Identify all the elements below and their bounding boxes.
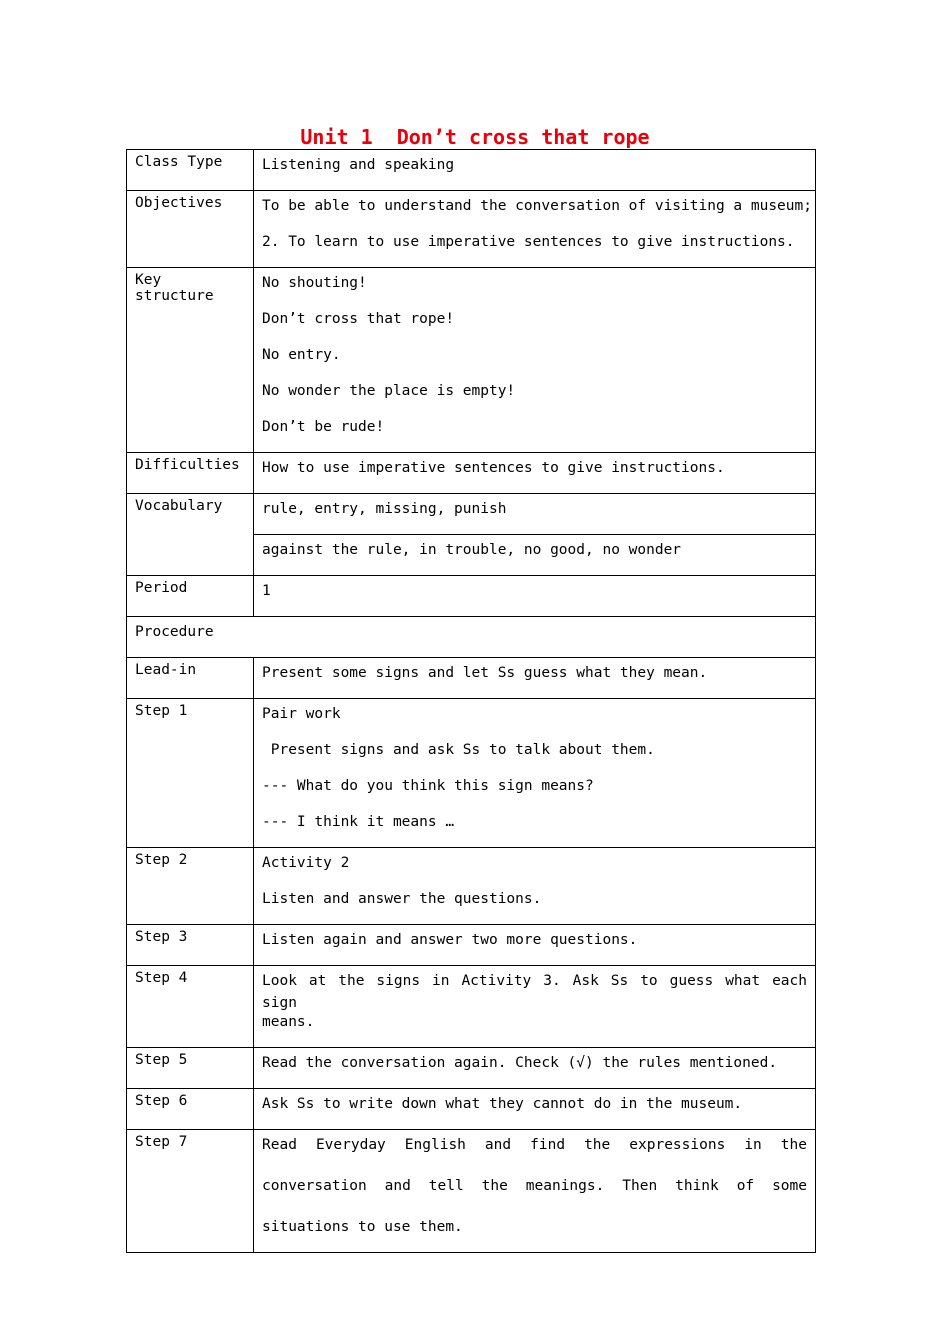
row-period <box>127 576 816 617</box>
step-7-label: Step 7 <box>127 1130 254 1253</box>
class-type-line: Listening and speaking <box>262 157 455 173</box>
step-4-value <box>254 966 816 1048</box>
row-procedure <box>127 617 816 658</box>
difficulties-line: How to use imperative sentences to give instructions. <box>262 460 725 476</box>
row-step-1 <box>127 699 816 848</box>
step-1-line: Present signs and ask Ss to talk about them. <box>262 742 655 758</box>
row-objectives <box>127 191 816 268</box>
row-step-2 <box>127 848 816 925</box>
period-value <box>254 576 816 617</box>
difficulties-label: Difficulties <box>127 453 254 494</box>
row-lead-in <box>127 658 816 699</box>
procedure-heading <box>127 617 816 658</box>
vocabulary-label: Vocabulary <box>127 494 254 576</box>
step-7-line: conversation and tell the meanings. Then think of some <box>262 1178 807 1194</box>
lead-in-line: Present some signs and let Ss guess what they mean. <box>262 665 708 681</box>
step-4-line: Look at the signs in Activity 3. Ask Ss to guess what each sign <box>262 973 807 1011</box>
key-structure-label: Key structure <box>127 268 254 453</box>
objectives-label: Objectives <box>127 191 254 268</box>
row-step-7 <box>127 1130 816 1253</box>
difficulties-value <box>254 453 816 494</box>
step-2-label: Step 2 <box>127 848 254 925</box>
vocabulary-phrases <box>254 535 816 576</box>
period-line: 1 <box>262 583 271 599</box>
step-2-line: Listen and answer the questions. <box>262 891 542 907</box>
key-structure-line: Don’t cross that rope! <box>262 311 455 327</box>
key-structure-line: No shouting! <box>262 275 367 291</box>
step-5-line: Read the conversation again. Check (√) the rules mentioned. <box>262 1055 778 1071</box>
row-key-structure <box>127 268 816 453</box>
vocabulary-line: against the rule, in trouble, no good, no wonder <box>262 542 682 558</box>
step-3-value <box>254 925 816 966</box>
period-label: Period <box>127 576 254 617</box>
step-4-label: Step 4 <box>127 966 254 1048</box>
objective-line: 2. To learn to use imperative sentences to give instructions. <box>262 234 795 250</box>
step-7-value <box>254 1130 816 1253</box>
step-2-line: Activity 2 <box>262 855 350 871</box>
row-class-type <box>127 150 816 191</box>
step-6-label: Step 6 <box>127 1089 254 1130</box>
row-vocabulary-1 <box>127 494 816 535</box>
step-5-label: Step 5 <box>127 1048 254 1089</box>
step-5-value <box>254 1048 816 1089</box>
row-difficulties <box>127 453 816 494</box>
vocabulary-words <box>254 494 816 535</box>
step-3-label: Step 3 <box>127 925 254 966</box>
step-6-line: Ask Ss to write down what they cannot do in the museum. <box>262 1096 743 1112</box>
step-1-value <box>254 699 816 848</box>
key-structure-line: No entry. <box>262 347 341 363</box>
step-7-line: situations to use them. <box>262 1219 463 1235</box>
key-structure-line: Don’t be rude! <box>262 419 385 435</box>
row-step-3 <box>127 925 816 966</box>
step-6-value <box>254 1089 816 1130</box>
document-title: Unit 1 Don’t cross that rope <box>300 125 650 149</box>
step-7-line: Read Everyday English and find the expressions in the <box>262 1137 807 1153</box>
step-1-line: --- What do you think this sign means? <box>262 778 594 794</box>
lesson-plan-table <box>126 149 816 1253</box>
lead-in-value <box>254 658 816 699</box>
key-structure-value <box>254 268 816 453</box>
step-1-line: --- I think it means … <box>262 814 455 830</box>
row-step-5 <box>127 1048 816 1089</box>
objective-line: To be able to understand the conversation of visiting a museum; <box>262 198 812 214</box>
vocabulary-line: rule, entry, missing, punish <box>262 501 507 517</box>
row-step-4 <box>127 966 816 1048</box>
step-3-line: Listen again and answer two more questions. <box>262 932 638 948</box>
lead-in-label: Lead-in <box>127 658 254 699</box>
row-step-6 <box>127 1089 816 1130</box>
class-type-value <box>254 150 816 191</box>
class-type-label: Class Type <box>127 150 254 191</box>
key-structure-line: No wonder the place is empty! <box>262 383 516 399</box>
procedure-label: Procedure <box>135 624 214 640</box>
step-1-label: Step 1 <box>127 699 254 848</box>
objectives-value <box>254 191 816 268</box>
step-1-line: Pair work <box>262 706 341 722</box>
step-2-value <box>254 848 816 925</box>
step-4-line: means. <box>262 1014 315 1030</box>
